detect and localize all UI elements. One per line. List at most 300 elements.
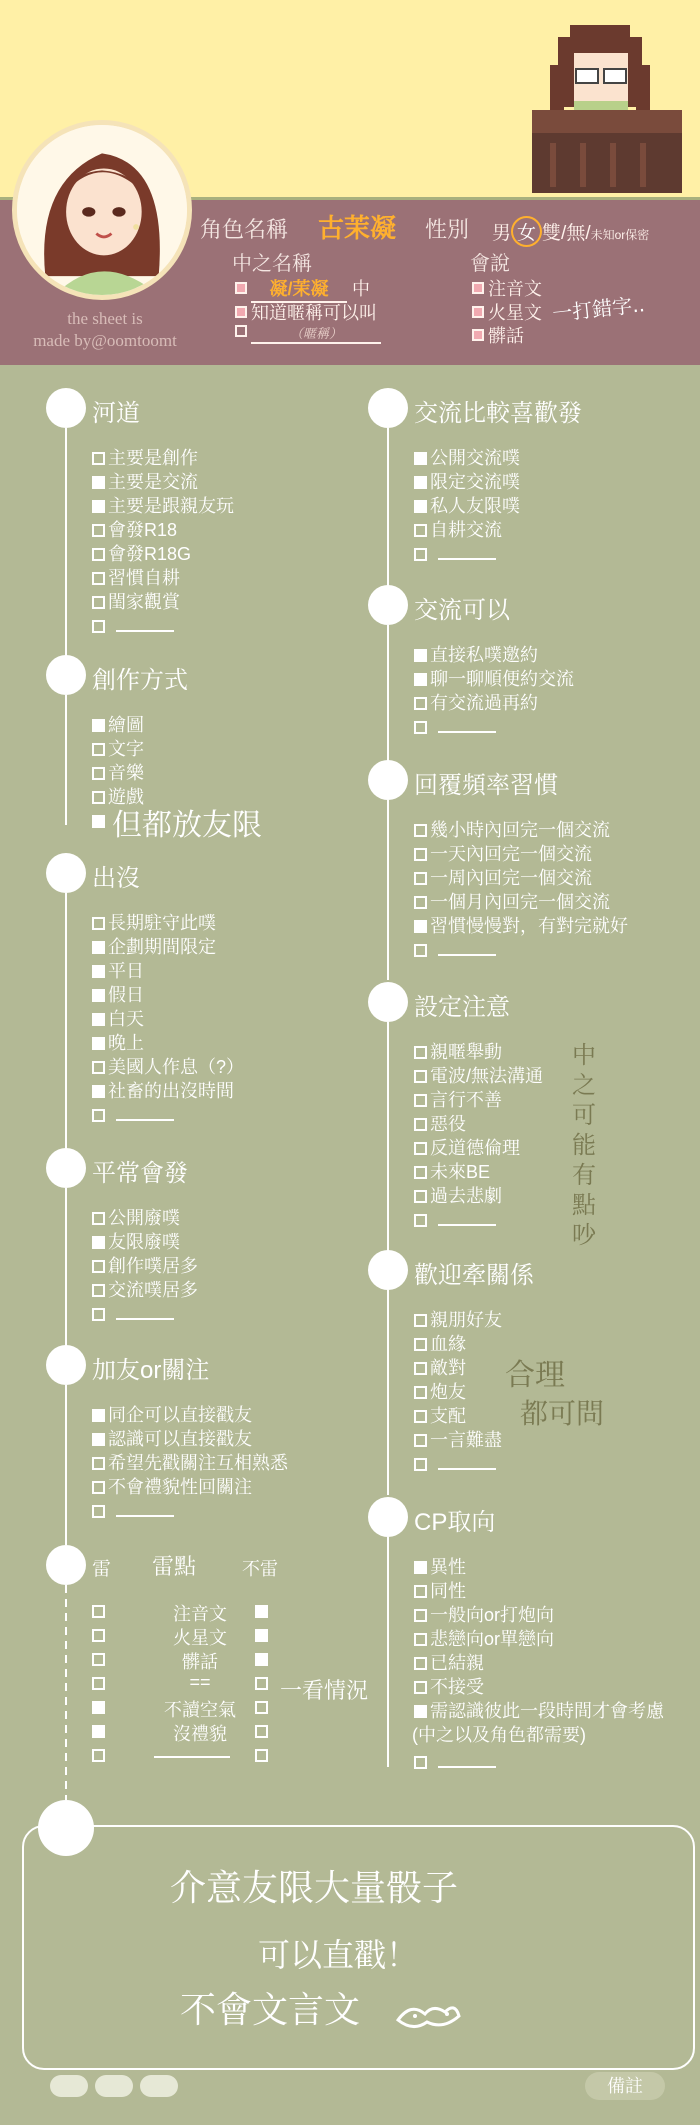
list-item[interactable] <box>414 1064 543 1088</box>
list-item[interactable] <box>414 1136 543 1160</box>
blank-field[interactable] <box>154 1744 230 1758</box>
item-label: 同企可以直接戳友 <box>108 1405 252 1425</box>
list-item[interactable] <box>92 566 234 590</box>
checkbox[interactable] <box>414 452 427 465</box>
welcome-note-2: 都可問 <box>520 1397 605 1430</box>
list-item[interactable] <box>92 1230 198 1254</box>
checkbox[interactable] <box>92 791 105 804</box>
checkbox[interactable] <box>92 815 105 828</box>
checkbox[interactable] <box>92 1109 105 1122</box>
item-label: 主要是交流 <box>108 472 198 492</box>
checkbox[interactable] <box>92 917 105 930</box>
item-label: 不會禮貌性回關注 <box>108 1477 252 1497</box>
welcome-note-1: 合理 <box>505 1358 565 1393</box>
checkbox[interactable] <box>414 920 427 933</box>
speak-item-1 <box>472 275 542 301</box>
appear-list <box>92 911 244 1127</box>
list-item[interactable] <box>414 1603 664 1627</box>
checkbox[interactable] <box>92 1457 105 1470</box>
item-label: 音樂 <box>108 763 144 783</box>
checkbox[interactable] <box>414 1094 427 1107</box>
item-label: 白天 <box>108 1009 144 1029</box>
list-item[interactable] <box>414 643 574 667</box>
checkbox[interactable] <box>92 1481 105 1494</box>
item-label: 美國人作息（?） <box>108 1057 245 1077</box>
list-item[interactable] <box>92 1475 288 1499</box>
speak-label: 會說 <box>470 253 510 275</box>
checkbox[interactable] <box>414 548 427 561</box>
thunder-label: 不讀空氣 <box>164 1700 236 1720</box>
item-label: 需認識彼此一段時間才會考慮 <box>430 1701 664 1721</box>
item-label: 繪圖 <box>108 715 144 735</box>
hedao-list <box>92 446 234 638</box>
list-item[interactable] <box>414 494 520 518</box>
item-label: 已結親 <box>430 1653 484 1673</box>
nickname-blank-checkbox[interactable] <box>235 325 247 337</box>
checkbox[interactable] <box>92 1236 105 1249</box>
checkbox[interactable] <box>92 596 105 609</box>
checkbox[interactable] <box>414 1386 427 1399</box>
item-label: 會發R18G <box>108 544 192 564</box>
list-item[interactable] <box>92 590 234 614</box>
list-item[interactable] <box>414 914 628 938</box>
list-item-blank[interactable] <box>414 1452 502 1476</box>
list-item[interactable] <box>414 1428 502 1452</box>
item-label: 閨家觀賞 <box>108 592 180 612</box>
thunder-right-title: 不雷 <box>242 1559 278 1579</box>
checkbox[interactable] <box>414 1434 427 1447</box>
list-item[interactable] <box>414 1627 664 1651</box>
section-line <box>65 1188 67 1348</box>
checkbox[interactable] <box>92 965 105 978</box>
checkbox[interactable] <box>92 452 105 465</box>
list-item[interactable] <box>414 1380 502 1404</box>
item-label: 一天內回完一個交流 <box>430 844 592 864</box>
checkbox[interactable] <box>414 476 427 489</box>
list-item[interactable] <box>414 1555 664 1579</box>
checkbox[interactable] <box>92 767 105 780</box>
section-bullet <box>46 388 86 428</box>
item-label: 習慣慢慢對，有對完就好 <box>430 916 628 936</box>
checkbox[interactable] <box>92 1308 105 1321</box>
checkbox[interactable] <box>414 1046 427 1059</box>
list-item[interactable] <box>414 1579 664 1603</box>
item-label: 電波/無法溝通 <box>430 1066 544 1086</box>
thunder-label: 髒話 <box>182 1652 218 1672</box>
name-label: 角色名稱 <box>200 217 289 242</box>
cv-value: 凝/茉凝 <box>251 275 347 303</box>
section-line <box>387 800 389 980</box>
cp-list <box>414 1555 664 1777</box>
item-label: 血緣 <box>430 1334 466 1354</box>
list-item[interactable] <box>414 667 574 691</box>
list-item[interactable] <box>414 1675 664 1699</box>
checkbox[interactable] <box>414 1561 427 1574</box>
list-item[interactable] <box>414 842 628 866</box>
list-item[interactable] <box>414 1404 502 1428</box>
section-bullet <box>368 1497 408 1537</box>
list-item[interactable] <box>92 1403 288 1427</box>
item-label: 聊一聊順便約交流 <box>430 669 574 689</box>
checkbox[interactable] <box>414 1756 427 1769</box>
create-note: 但都放友限 <box>112 808 262 843</box>
exchange-pref-list <box>414 446 520 566</box>
cv-label: 中之名稱 <box>232 253 312 275</box>
fish-doodle-icon <box>393 1992 463 2037</box>
item-label: 同性 <box>430 1581 466 1601</box>
checkbox[interactable] <box>92 500 105 513</box>
thunder-label: == <box>189 1672 211 1692</box>
list-item[interactable] <box>92 1451 288 1475</box>
usual-list <box>92 1206 198 1326</box>
checkbox[interactable] <box>92 1433 105 1446</box>
thunder-checkbox[interactable] <box>92 1677 105 1690</box>
thunder-checkbox[interactable] <box>92 1605 105 1618</box>
section-title: CP取向 <box>414 1509 496 1536</box>
list-item[interactable] <box>92 1031 244 1055</box>
list-item[interactable] <box>414 1040 543 1064</box>
item-label: 公開交流噗 <box>430 448 520 468</box>
item-label: 創作噗居多 <box>108 1256 198 1276</box>
list-item[interactable] <box>92 494 234 518</box>
blank-field[interactable] <box>116 1107 174 1121</box>
checkbox[interactable] <box>92 1260 105 1273</box>
reply-list <box>414 818 628 962</box>
checkbox[interactable] <box>414 1705 427 1718</box>
item-label: 友限廢噗 <box>108 1232 180 1252</box>
checkbox[interactable] <box>414 1166 427 1179</box>
checkbox[interactable] <box>92 1284 105 1297</box>
speak-checkbox-3[interactable] <box>472 329 484 341</box>
item-label: 會發R18 <box>108 520 178 540</box>
thunder-checkbox[interactable] <box>92 1701 105 1714</box>
blank-field[interactable] <box>438 942 496 956</box>
item-label: 直接私噗邀約 <box>430 645 538 665</box>
gender-unknown[interactable]: 未知or保密 <box>590 228 650 242</box>
checkbox[interactable] <box>92 1212 105 1225</box>
checkbox[interactable] <box>414 1681 427 1694</box>
item-label: 反道德倫理 <box>430 1138 520 1158</box>
checkbox[interactable] <box>414 673 427 686</box>
checkbox[interactable] <box>92 743 105 756</box>
speak-note: 一打錯字.. <box>551 292 646 326</box>
list-item[interactable] <box>414 1184 543 1208</box>
item-label: 炮友 <box>430 1382 466 1402</box>
item-label: 主要是創作 <box>108 448 198 468</box>
sheet-credit <box>10 308 200 352</box>
blank-field[interactable] <box>438 1754 496 1768</box>
item-label: 不接受 <box>430 1677 484 1697</box>
setting-list <box>414 1040 543 1232</box>
checkbox[interactable] <box>414 697 427 710</box>
section-title: 回覆頻率習慣 <box>414 772 558 799</box>
section-title: 平常會發 <box>92 1160 188 1187</box>
speak-checkbox-1[interactable] <box>472 282 484 294</box>
checkbox[interactable] <box>414 524 427 537</box>
checkbox[interactable] <box>414 1657 427 1670</box>
section-line <box>387 1290 389 1495</box>
list-item[interactable] <box>414 1356 502 1380</box>
ok-checkbox[interactable] <box>255 1725 268 1738</box>
list-item[interactable] <box>414 866 628 890</box>
checkbox[interactable] <box>92 989 105 1002</box>
section-bullet <box>46 1148 86 1188</box>
notes-line-2: 可以直戳！ <box>258 1936 419 1974</box>
checkbox[interactable] <box>414 721 427 734</box>
list-item-blank[interactable] <box>414 715 574 739</box>
blank-field[interactable] <box>438 719 496 733</box>
item-label: 一般向or打炮向 <box>430 1605 555 1625</box>
notes-line-3: 不會文言文 <box>180 1990 361 2031</box>
note-label: 備註 <box>585 2072 665 2100</box>
thunder-checkbox[interactable] <box>92 1749 105 1762</box>
list-item-blank[interactable] <box>92 614 234 638</box>
nickname-checkbox[interactable] <box>235 306 247 318</box>
gender-both[interactable]: 雙 <box>542 223 562 244</box>
item-label: 公開廢噗 <box>108 1208 180 1228</box>
list-item-blank[interactable] <box>414 1208 543 1232</box>
setting-note: 中之可能有點吵 <box>572 1041 596 1249</box>
blank-field[interactable] <box>438 546 496 560</box>
list-item[interactable] <box>92 959 244 983</box>
section-title: 設定注意 <box>414 994 510 1021</box>
ok-checkbox[interactable] <box>255 1701 268 1714</box>
section-title: 交流可以 <box>414 597 510 624</box>
gender-male[interactable]: 男 <box>492 223 512 244</box>
notes-bullet <box>38 1800 94 1856</box>
list-item[interactable] <box>92 761 144 785</box>
item-label: 過去悲劇 <box>430 1186 502 1206</box>
thunder-checkbox[interactable] <box>92 1725 105 1738</box>
thunder-label: 火星文 <box>173 1628 227 1648</box>
page-pill-3[interactable] <box>140 2075 178 2097</box>
exchange-ok-list <box>414 643 574 739</box>
list-item-blank[interactable] <box>92 1302 198 1326</box>
ok-checkbox[interactable] <box>255 1749 268 1762</box>
list-item[interactable] <box>92 446 234 470</box>
list-item[interactable] <box>414 1332 502 1356</box>
checkbox[interactable] <box>414 1633 427 1646</box>
list-item-blank[interactable] <box>92 1103 244 1127</box>
item-label: 悲戀向or單戀向 <box>430 1629 555 1649</box>
checkbox[interactable] <box>92 620 105 633</box>
section-bullet <box>368 388 408 428</box>
gender-label: 性別 <box>425 217 470 242</box>
item-label: 自耕交流 <box>430 520 502 540</box>
item-label: 社畜的出沒時間 <box>108 1081 234 1101</box>
list-item-blank[interactable] <box>92 1499 288 1523</box>
cv-suffix: 中 <box>352 279 371 299</box>
checkbox[interactable] <box>414 1458 427 1471</box>
section-line <box>387 1537 389 1767</box>
page-pill-1[interactable] <box>50 2075 88 2097</box>
item-label: 遊戲 <box>108 787 144 807</box>
checkbox[interactable] <box>92 1505 105 1518</box>
blank-field[interactable] <box>116 1306 174 1320</box>
checkbox[interactable] <box>92 1409 105 1422</box>
list-item[interactable] <box>414 470 520 494</box>
credit-line-1: the sheet is <box>67 309 143 328</box>
speak-checkbox-2[interactable] <box>472 306 484 318</box>
checkbox[interactable] <box>92 476 105 489</box>
page-pill-2[interactable] <box>95 2075 133 2097</box>
checkbox[interactable] <box>414 1190 427 1203</box>
checkbox[interactable] <box>92 1013 105 1026</box>
item-label: 平日 <box>108 961 144 981</box>
nickname-hint: （暱稱） <box>251 323 381 344</box>
list-item[interactable] <box>414 890 628 914</box>
list-item[interactable] <box>92 1427 288 1451</box>
thunder-mid-title: 雷點 <box>152 1554 197 1579</box>
list-item[interactable] <box>414 691 574 715</box>
list-item[interactable] <box>92 983 244 1007</box>
item-label: 言行不善 <box>430 1090 502 1110</box>
section-title: 創作方式 <box>92 667 188 694</box>
item-label: 支配 <box>430 1406 466 1426</box>
thunder-checkbox[interactable] <box>92 1629 105 1642</box>
checkbox[interactable] <box>92 1061 105 1074</box>
ok-checkbox[interactable] <box>255 1629 268 1642</box>
item-label: 企劃期間限定 <box>108 937 216 957</box>
nickname-blank-row <box>235 322 381 344</box>
item-label: 親暱舉動 <box>430 1042 502 1062</box>
section-bullet <box>46 1545 86 1585</box>
item-label: 主要是跟親友玩 <box>108 496 234 516</box>
gender-none[interactable]: /無/ <box>561 223 591 244</box>
checkbox[interactable] <box>414 872 427 885</box>
section-line <box>387 1022 389 1252</box>
ok-checkbox[interactable] <box>255 1653 268 1666</box>
section-bullet <box>46 1345 86 1385</box>
section-bullet <box>368 1250 408 1290</box>
item-label: 一言難盡 <box>430 1430 502 1450</box>
list-item[interactable] <box>92 470 234 494</box>
checkbox[interactable] <box>414 1070 427 1083</box>
avatar <box>12 120 192 300</box>
list-item[interactable] <box>92 1278 198 1302</box>
checkbox[interactable] <box>414 848 427 861</box>
section-bullet <box>46 655 86 695</box>
checkbox[interactable] <box>414 649 427 662</box>
list-item[interactable] <box>414 818 628 842</box>
checkbox[interactable] <box>92 524 105 537</box>
section-title: 加友or關注 <box>92 1357 210 1384</box>
checkbox[interactable] <box>414 896 427 909</box>
list-item[interactable] <box>92 518 234 542</box>
list-item-blank[interactable] <box>414 542 520 566</box>
item-label: 希望先戳關注互相熟悉 <box>108 1453 288 1473</box>
checkbox[interactable] <box>414 1214 427 1227</box>
list-item[interactable] <box>92 737 144 761</box>
list-item[interactable] <box>414 446 520 470</box>
list-item[interactable] <box>92 1007 244 1031</box>
list-item[interactable] <box>414 1160 543 1184</box>
item-label: 認識可以直接戳友 <box>108 1429 252 1449</box>
item-label: 長期駐守此噗 <box>108 913 216 933</box>
list-item[interactable] <box>92 1055 244 1079</box>
item-label: 習慣自耕 <box>108 568 180 588</box>
item-label: 私人友限噗 <box>430 496 520 516</box>
checkbox[interactable] <box>414 500 427 513</box>
item-label: 一周內回完一個交流 <box>430 868 592 888</box>
section-line <box>387 625 389 775</box>
checkbox[interactable] <box>92 1037 105 1050</box>
checkbox[interactable] <box>414 1314 427 1327</box>
speak-item-3 <box>472 322 524 348</box>
section-line <box>65 1585 67 1800</box>
blank-field[interactable] <box>438 1212 496 1226</box>
checkbox[interactable] <box>92 941 105 954</box>
section-title: 雷 <box>92 1559 112 1580</box>
item-label: 親朋好友 <box>430 1310 502 1330</box>
checkbox[interactable] <box>414 1142 427 1155</box>
notes-line-1: 介意友限大量骰子 <box>170 1868 459 1909</box>
list-item[interactable] <box>92 1206 198 1230</box>
ok-checkbox[interactable] <box>255 1677 268 1690</box>
item-label: 交流噗居多 <box>108 1280 198 1300</box>
checkbox[interactable] <box>92 572 105 585</box>
list-item[interactable] <box>92 911 244 935</box>
list-item[interactable] <box>414 518 520 542</box>
blank-field[interactable] <box>438 1456 496 1470</box>
list-item-blank[interactable] <box>414 1747 664 1777</box>
checkbox[interactable] <box>92 1085 105 1098</box>
section-title: 交流比較喜歡發 <box>414 400 582 427</box>
gender-female-selected[interactable]: 女 <box>511 216 542 247</box>
checkbox[interactable] <box>92 719 105 732</box>
list-item[interactable] <box>92 935 244 959</box>
section-line <box>65 695 67 825</box>
section-title: 出沒 <box>92 865 140 892</box>
list-item[interactable] <box>414 1699 664 1723</box>
blank-field[interactable] <box>116 1503 174 1517</box>
list-item[interactable] <box>414 1651 664 1675</box>
list-item[interactable] <box>414 1088 543 1112</box>
thunder-label: 注音文 <box>173 1604 227 1624</box>
checkbox[interactable] <box>414 1609 427 1622</box>
section-line <box>65 428 67 678</box>
checkbox[interactable] <box>414 1410 427 1423</box>
item-label: 惡役 <box>430 1114 466 1134</box>
list-item[interactable] <box>92 1254 198 1278</box>
checkbox[interactable] <box>92 548 105 561</box>
list-item[interactable] <box>414 1112 543 1136</box>
item-label: 有交流過再約 <box>430 693 538 713</box>
list-item[interactable] <box>92 713 144 737</box>
list-item[interactable] <box>92 1079 244 1103</box>
welcome-list <box>414 1308 502 1476</box>
section-line <box>65 893 67 1183</box>
item-label: 未來BE <box>430 1162 491 1182</box>
checkbox[interactable] <box>414 1362 427 1375</box>
ok-checkbox[interactable] <box>255 1605 268 1618</box>
list-item[interactable] <box>414 1308 502 1332</box>
nickname-option: 知道暱稱可以叫 <box>251 303 377 323</box>
checkbox[interactable] <box>414 944 427 957</box>
checkbox[interactable] <box>414 824 427 837</box>
thunder-checkbox[interactable] <box>92 1653 105 1666</box>
follow-list <box>92 1403 288 1523</box>
blank-field[interactable] <box>116 618 174 632</box>
list-item-blank[interactable] <box>414 938 628 962</box>
checkbox[interactable] <box>414 1338 427 1351</box>
cp-extra-note: (中之以及角色都需要) <box>412 1725 586 1745</box>
name-value: 古茉凝 <box>318 213 397 243</box>
checkbox[interactable] <box>414 1585 427 1598</box>
checkbox[interactable] <box>414 1118 427 1131</box>
cv-checkbox[interactable] <box>235 282 247 294</box>
list-item[interactable] <box>92 542 234 566</box>
